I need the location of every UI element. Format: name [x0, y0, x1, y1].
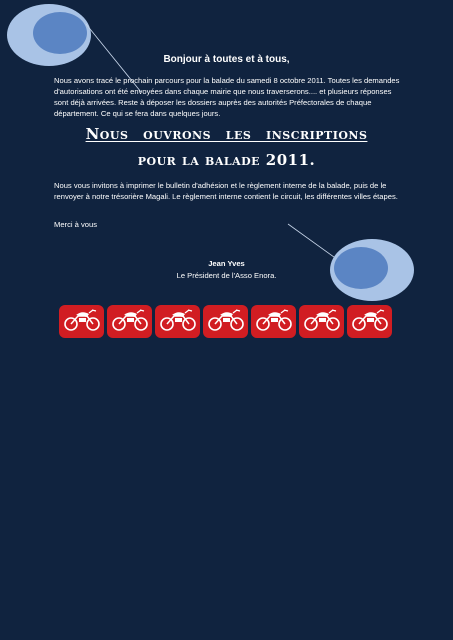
motorcycle-icon — [158, 306, 198, 337]
motorcycle-tile — [251, 305, 296, 338]
signature-title: Le Président de l'Asso Enora. — [176, 271, 277, 280]
thanks-text: Merci à vous — [54, 220, 98, 229]
motorcycle-icon — [110, 306, 150, 337]
motorcycle-tile — [299, 305, 344, 338]
motorcycle-tile — [59, 305, 104, 338]
motorcycle-icon — [254, 306, 294, 337]
motorcycle-icon — [350, 306, 390, 337]
signature-name: Jean Yves — [208, 259, 245, 268]
greeting: Bonjour à toutes et à tous, — [163, 54, 290, 65]
headline-line-1: Nous ouvrons les inscriptions — [85, 125, 368, 143]
motorcycle-tile — [107, 305, 152, 338]
motorcycle-tile — [155, 305, 200, 338]
motorcycle-border — [59, 305, 392, 338]
intro-paragraph: Nous avons tracé le prochain parcours pour la balade du samedi 8 octobre 2011. Toutes les demandes d'autorisations ont été envoyées dans chaque mairie que nous traverserons.... et plusieurs réponses sont déjà arrivées. Reste à déposer les dossiers auprès des autorités Préfectorales de chaque département. Ce qui se fera dans quelques jours. — [54, 76, 400, 118]
motorcycle-icon — [206, 306, 246, 337]
motorcycle-icon — [62, 306, 102, 337]
headline-line-2: pour la balade 2011. — [137, 151, 316, 169]
motorcycle-icon — [302, 306, 342, 337]
motorcycle-tile — [347, 305, 392, 338]
motorcycle-tile — [203, 305, 248, 338]
invitation-paragraph: Nous vous invitons à imprimer le bulletin d'adhésion et le règlement interne de la balade, puis de le renvoyer à notre trésorière Magali. Le règlement interne contient le circuit, les différentes villes étapes. — [54, 181, 398, 201]
